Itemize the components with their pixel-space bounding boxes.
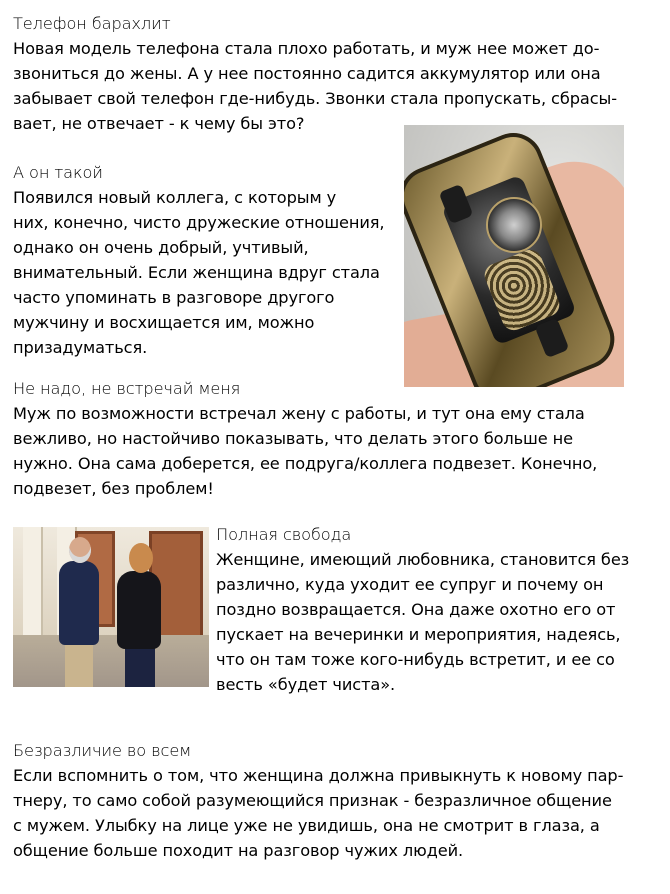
paragraph-line: пускает на вечеринки и мероприятия, надеясь, xyxy=(216,625,621,644)
paragraph-line: звониться до жены. А у нее постоянно садится аккумулятор или она xyxy=(13,64,601,83)
paragraph-line: внимательный. Если женщина вдруг стала xyxy=(13,263,380,282)
paragraph-line: Женщине, имеющий любовника, становится без xyxy=(216,550,630,569)
paragraph-line: Новая модель телефона стала плохо работать, и муж нее может до- xyxy=(13,39,600,58)
paragraph-line: Муж по возможности встречал жену с работы, и тут она ему стала xyxy=(13,404,585,423)
paragraph-line: что он там тоже кого-нибудь встретит, и ее со xyxy=(216,650,615,669)
couple-photo xyxy=(13,527,209,687)
section-heading: Полная свобода xyxy=(216,525,352,544)
paragraph-line: нужно. Она сама доберется, ее подруга/коллега подвезет. Конечно, xyxy=(13,454,598,473)
section-heading: Безразличие во всем xyxy=(13,741,192,760)
paragraph-line: вает, не отвечает - к чему бы это? xyxy=(13,114,305,133)
paragraph-line: вежливо, но настойчиво показывать, что делать этого больше не xyxy=(13,429,574,448)
paragraph-line: подвезет, без проблем! xyxy=(13,479,214,498)
paragraph-line: забывает свой телефон где-нибудь. Звонки стала пропускать, сбрасы- xyxy=(13,89,617,108)
paragraph-line: весть «будет чиста». xyxy=(216,675,396,694)
paragraph-line: мужчину и восхищается им, можно xyxy=(13,313,315,332)
section-heading: Телефон барахлит xyxy=(13,14,171,33)
paragraph-line: Появился новый коллега, с которым у xyxy=(13,188,337,207)
paragraph-line: различно, куда уходит ее супруг и почему он xyxy=(216,575,604,594)
paragraph-line: часто упоминать в разговоре другого xyxy=(13,288,335,307)
paragraph-line: них, конечно, чисто дружеские отношения, xyxy=(13,213,385,232)
phone-photo xyxy=(404,125,624,387)
paragraph-line: с мужем. Улыбку на лице уже не увидишь, она не смотрит в глаза, а xyxy=(13,816,600,835)
paragraph-line: общение больше походит на разговор чужих людей. xyxy=(13,841,464,860)
paragraph-line: поздно возвращается. Она даже охотно его от xyxy=(216,600,616,619)
paragraph-line: призадуматься. xyxy=(13,338,148,357)
section-heading: Не надо, не встречай меня xyxy=(13,379,241,398)
paragraph-line: однако он очень добрый, учтивый, xyxy=(13,238,309,257)
section-heading: А он такой xyxy=(13,163,103,182)
paragraph-line: тнеру, то само собой разумеющийся признак - безразличное общение xyxy=(13,791,612,810)
paragraph-line: Если вспомнить о том, что женщина должна привыкнуть к новому пар- xyxy=(13,766,624,785)
